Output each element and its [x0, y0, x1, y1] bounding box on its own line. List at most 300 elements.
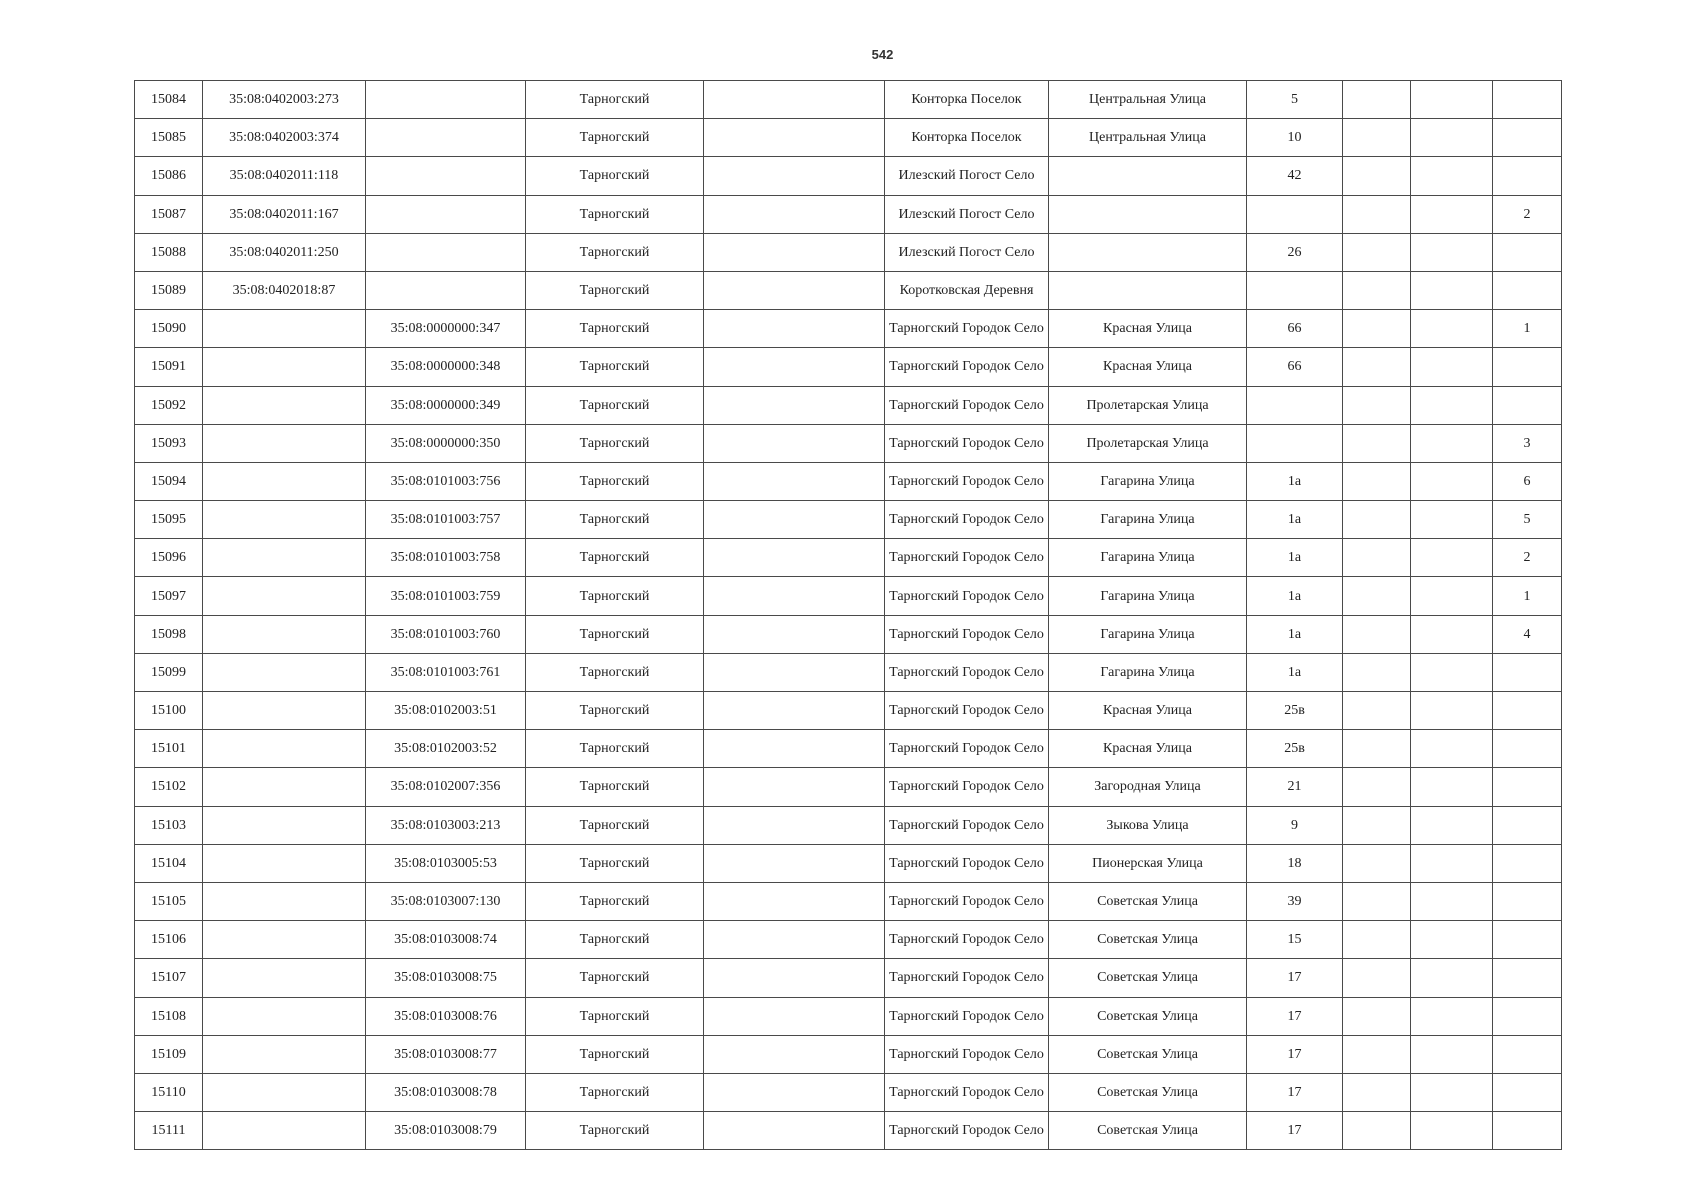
- cadastral-number-cell: [203, 882, 366, 920]
- street-cell: Гагарина Улица: [1049, 501, 1247, 539]
- street-cell: Советская Улица: [1049, 921, 1247, 959]
- record-number-cell: 15103: [135, 806, 203, 844]
- empty-cell: [1343, 539, 1411, 577]
- record-number-cell: 15088: [135, 233, 203, 271]
- table-row: [135, 501, 1562, 539]
- locality-cell: Илезский Погост Село: [885, 157, 1049, 195]
- district-cell: Тарногский: [526, 921, 704, 959]
- street-cell: Советская Улица: [1049, 882, 1247, 920]
- building-cadastral-number-cell: 35:08:0101003:756: [366, 462, 526, 500]
- apartment-cell: 2: [1493, 195, 1562, 233]
- district-cell: Тарногский: [526, 997, 704, 1035]
- empty-cell: [1343, 233, 1411, 271]
- cadastral-number-cell: [203, 997, 366, 1035]
- empty-cell: [1411, 462, 1493, 500]
- district-cell: Тарногский: [526, 882, 704, 920]
- apartment-cell: [1493, 882, 1562, 920]
- empty-cell: [704, 310, 885, 348]
- table-row: [135, 233, 1562, 271]
- house-number-cell: 17: [1247, 1112, 1343, 1150]
- empty-cell: [704, 921, 885, 959]
- house-number-cell: 1а: [1247, 615, 1343, 653]
- record-number-cell: 15109: [135, 1035, 203, 1073]
- building-cadastral-number-cell: 35:08:0103008:74: [366, 921, 526, 959]
- empty-cell: [1411, 577, 1493, 615]
- record-number-cell: 15095: [135, 501, 203, 539]
- record-number-cell: 15089: [135, 271, 203, 309]
- locality-cell: Тарногский Городок Село: [885, 692, 1049, 730]
- building-cadastral-number-cell: 35:08:0101003:757: [366, 501, 526, 539]
- empty-cell: [704, 1035, 885, 1073]
- empty-cell: [1343, 462, 1411, 500]
- record-number-cell: 15092: [135, 386, 203, 424]
- street-cell: Центральная Улица: [1049, 119, 1247, 157]
- building-cadastral-number-cell: [366, 195, 526, 233]
- empty-cell: [704, 501, 885, 539]
- street-cell: Зыкова Улица: [1049, 806, 1247, 844]
- cadastral-number-cell: [203, 462, 366, 500]
- cadastral-number-cell: 35:08:0402018:87: [203, 271, 366, 309]
- table-row: [135, 1073, 1562, 1111]
- street-cell: Пролетарская Улица: [1049, 386, 1247, 424]
- street-cell: Пролетарская Улица: [1049, 424, 1247, 462]
- empty-cell: [1411, 424, 1493, 462]
- locality-cell: Коротковская Деревня: [885, 271, 1049, 309]
- table-row: [135, 844, 1562, 882]
- street-cell: Гагарина Улица: [1049, 615, 1247, 653]
- locality-cell: Тарногский Городок Село: [885, 730, 1049, 768]
- building-cadastral-number-cell: [366, 233, 526, 271]
- building-cadastral-number-cell: 35:08:0000000:347: [366, 310, 526, 348]
- apartment-cell: [1493, 119, 1562, 157]
- locality-cell: Тарногский Городок Село: [885, 462, 1049, 500]
- record-number-cell: 15101: [135, 730, 203, 768]
- empty-cell: [1411, 233, 1493, 271]
- district-cell: Тарногский: [526, 692, 704, 730]
- house-number-cell: 17: [1247, 959, 1343, 997]
- district-cell: Тарногский: [526, 730, 704, 768]
- district-cell: Тарногский: [526, 310, 704, 348]
- apartment-cell: 6: [1493, 462, 1562, 500]
- street-cell: Гагарина Улица: [1049, 577, 1247, 615]
- house-number-cell: 1а: [1247, 501, 1343, 539]
- street-cell: Красная Улица: [1049, 348, 1247, 386]
- locality-cell: Тарногский Городок Село: [885, 997, 1049, 1035]
- table-row: [135, 462, 1562, 500]
- building-cadastral-number-cell: 35:08:0103008:79: [366, 1112, 526, 1150]
- apartment-cell: [1493, 1112, 1562, 1150]
- locality-cell: Тарногский Городок Село: [885, 615, 1049, 653]
- record-number-cell: 15104: [135, 844, 203, 882]
- apartment-cell: [1493, 844, 1562, 882]
- district-cell: Тарногский: [526, 119, 704, 157]
- table-row: [135, 1112, 1562, 1150]
- empty-cell: [1411, 157, 1493, 195]
- building-cadastral-number-cell: 35:08:0102003:52: [366, 730, 526, 768]
- table-row: [135, 195, 1562, 233]
- building-cadastral-number-cell: [366, 81, 526, 119]
- street-cell: Гагарина Улица: [1049, 539, 1247, 577]
- empty-cell: [1343, 348, 1411, 386]
- house-number-cell: 18: [1247, 844, 1343, 882]
- table-row: [135, 806, 1562, 844]
- street-cell: Советская Улица: [1049, 1035, 1247, 1073]
- empty-cell: [1411, 1035, 1493, 1073]
- empty-cell: [1343, 195, 1411, 233]
- empty-cell: [1343, 424, 1411, 462]
- record-number-cell: 15105: [135, 882, 203, 920]
- registry-table: [134, 80, 1562, 1150]
- empty-cell: [1343, 157, 1411, 195]
- empty-cell: [1343, 271, 1411, 309]
- cadastral-number-cell: 35:08:0402011:167: [203, 195, 366, 233]
- empty-cell: [1411, 539, 1493, 577]
- house-number-cell: 17: [1247, 1073, 1343, 1111]
- empty-cell: [704, 1073, 885, 1111]
- house-number-cell: 10: [1247, 119, 1343, 157]
- district-cell: Тарногский: [526, 577, 704, 615]
- cadastral-number-cell: [203, 692, 366, 730]
- street-cell: Советская Улица: [1049, 959, 1247, 997]
- locality-cell: Тарногский Городок Село: [885, 539, 1049, 577]
- house-number-cell: 39: [1247, 882, 1343, 920]
- house-number-cell: 1а: [1247, 462, 1343, 500]
- empty-cell: [704, 806, 885, 844]
- table-row: [135, 1035, 1562, 1073]
- table-row: [135, 271, 1562, 309]
- apartment-cell: [1493, 233, 1562, 271]
- empty-cell: [1343, 959, 1411, 997]
- apartment-cell: 4: [1493, 615, 1562, 653]
- empty-cell: [1343, 81, 1411, 119]
- building-cadastral-number-cell: 35:08:0101003:760: [366, 615, 526, 653]
- house-number-cell: [1247, 424, 1343, 462]
- record-number-cell: 15093: [135, 424, 203, 462]
- empty-cell: [704, 119, 885, 157]
- district-cell: Тарногский: [526, 1035, 704, 1073]
- locality-cell: Тарногский Городок Село: [885, 882, 1049, 920]
- house-number-cell: 42: [1247, 157, 1343, 195]
- street-cell: Советская Улица: [1049, 1112, 1247, 1150]
- house-number-cell: 1а: [1247, 653, 1343, 691]
- cadastral-number-cell: [203, 653, 366, 691]
- empty-cell: [1411, 1112, 1493, 1150]
- record-number-cell: 15108: [135, 997, 203, 1035]
- apartment-cell: 2: [1493, 539, 1562, 577]
- district-cell: Тарногский: [526, 386, 704, 424]
- apartment-cell: [1493, 81, 1562, 119]
- district-cell: Тарногский: [526, 653, 704, 691]
- empty-cell: [704, 730, 885, 768]
- record-number-cell: 15096: [135, 539, 203, 577]
- table-row: [135, 997, 1562, 1035]
- district-cell: Тарногский: [526, 1112, 704, 1150]
- house-number-cell: [1247, 195, 1343, 233]
- cadastral-number-cell: [203, 539, 366, 577]
- building-cadastral-number-cell: 35:08:0000000:348: [366, 348, 526, 386]
- locality-cell: Тарногский Городок Село: [885, 844, 1049, 882]
- empty-cell: [704, 81, 885, 119]
- empty-cell: [704, 233, 885, 271]
- district-cell: Тарногский: [526, 81, 704, 119]
- empty-cell: [1411, 997, 1493, 1035]
- apartment-cell: [1493, 959, 1562, 997]
- cadastral-number-cell: [203, 424, 366, 462]
- street-cell: [1049, 271, 1247, 309]
- district-cell: Тарногский: [526, 844, 704, 882]
- table-row: [135, 768, 1562, 806]
- cadastral-number-cell: [203, 730, 366, 768]
- empty-cell: [1343, 692, 1411, 730]
- district-cell: Тарногский: [526, 195, 704, 233]
- empty-cell: [704, 271, 885, 309]
- empty-cell: [1411, 768, 1493, 806]
- empty-cell: [704, 386, 885, 424]
- empty-cell: [1411, 271, 1493, 309]
- empty-cell: [1411, 730, 1493, 768]
- record-number-cell: 15107: [135, 959, 203, 997]
- house-number-cell: 26: [1247, 233, 1343, 271]
- cadastral-number-cell: [203, 577, 366, 615]
- table-row: [135, 577, 1562, 615]
- building-cadastral-number-cell: 35:08:0103007:130: [366, 882, 526, 920]
- table-row: [135, 615, 1562, 653]
- building-cadastral-number-cell: 35:08:0000000:349: [366, 386, 526, 424]
- empty-cell: [1411, 81, 1493, 119]
- locality-cell: Тарногский Городок Село: [885, 959, 1049, 997]
- record-number-cell: 15097: [135, 577, 203, 615]
- table-row: [135, 310, 1562, 348]
- street-cell: Советская Улица: [1049, 1073, 1247, 1111]
- cadastral-number-cell: [203, 844, 366, 882]
- cadastral-number-cell: [203, 806, 366, 844]
- table-row: [135, 348, 1562, 386]
- table-row: [135, 921, 1562, 959]
- table-row: [135, 386, 1562, 424]
- empty-cell: [704, 539, 885, 577]
- empty-cell: [704, 615, 885, 653]
- district-cell: Тарногский: [526, 424, 704, 462]
- apartment-cell: [1493, 1035, 1562, 1073]
- empty-cell: [704, 348, 885, 386]
- empty-cell: [1411, 119, 1493, 157]
- building-cadastral-number-cell: 35:08:0102007:356: [366, 768, 526, 806]
- record-number-cell: 15091: [135, 348, 203, 386]
- registry-table-body: [135, 81, 1562, 1150]
- locality-cell: Тарногский Городок Село: [885, 1073, 1049, 1111]
- cadastral-number-cell: 35:08:0402011:250: [203, 233, 366, 271]
- locality-cell: Илезский Погост Село: [885, 233, 1049, 271]
- empty-cell: [1343, 653, 1411, 691]
- empty-cell: [704, 462, 885, 500]
- building-cadastral-number-cell: 35:08:0103008:77: [366, 1035, 526, 1073]
- apartment-cell: [1493, 921, 1562, 959]
- empty-cell: [1343, 501, 1411, 539]
- cadastral-number-cell: 35:08:0402003:273: [203, 81, 366, 119]
- cadastral-number-cell: 35:08:0402011:118: [203, 157, 366, 195]
- house-number-cell: [1247, 271, 1343, 309]
- locality-cell: Тарногский Городок Село: [885, 501, 1049, 539]
- cadastral-number-cell: [203, 1073, 366, 1111]
- locality-cell: Конторка Поселок: [885, 119, 1049, 157]
- house-number-cell: 17: [1247, 1035, 1343, 1073]
- cadastral-number-cell: [203, 959, 366, 997]
- building-cadastral-number-cell: 35:08:0103008:75: [366, 959, 526, 997]
- empty-cell: [1343, 615, 1411, 653]
- house-number-cell: 15: [1247, 921, 1343, 959]
- district-cell: Тарногский: [526, 1073, 704, 1111]
- house-number-cell: 5: [1247, 81, 1343, 119]
- empty-cell: [704, 424, 885, 462]
- record-number-cell: 15110: [135, 1073, 203, 1111]
- table-row: [135, 539, 1562, 577]
- record-number-cell: 15111: [135, 1112, 203, 1150]
- empty-cell: [1411, 386, 1493, 424]
- cadastral-number-cell: [203, 501, 366, 539]
- street-cell: [1049, 233, 1247, 271]
- apartment-cell: [1493, 768, 1562, 806]
- table-row: [135, 959, 1562, 997]
- street-cell: [1049, 157, 1247, 195]
- locality-cell: Тарногский Городок Село: [885, 1035, 1049, 1073]
- cadastral-number-cell: [203, 921, 366, 959]
- table-row: [135, 424, 1562, 462]
- locality-cell: Тарногский Городок Село: [885, 386, 1049, 424]
- empty-cell: [704, 157, 885, 195]
- empty-cell: [704, 997, 885, 1035]
- empty-cell: [704, 577, 885, 615]
- district-cell: Тарногский: [526, 768, 704, 806]
- house-number-cell: 25в: [1247, 730, 1343, 768]
- empty-cell: [1411, 348, 1493, 386]
- street-cell: Гагарина Улица: [1049, 462, 1247, 500]
- locality-cell: Тарногский Городок Село: [885, 577, 1049, 615]
- apartment-cell: [1493, 730, 1562, 768]
- locality-cell: Конторка Поселок: [885, 81, 1049, 119]
- cadastral-number-cell: [203, 310, 366, 348]
- district-cell: Тарногский: [526, 806, 704, 844]
- empty-cell: [704, 959, 885, 997]
- empty-cell: [704, 653, 885, 691]
- empty-cell: [704, 882, 885, 920]
- cadastral-number-cell: [203, 1035, 366, 1073]
- cadastral-number-cell: [203, 386, 366, 424]
- house-number-cell: 9: [1247, 806, 1343, 844]
- empty-cell: [704, 195, 885, 233]
- building-cadastral-number-cell: 35:08:0103003:213: [366, 806, 526, 844]
- empty-cell: [1343, 768, 1411, 806]
- building-cadastral-number-cell: 35:08:0102003:51: [366, 692, 526, 730]
- district-cell: Тарногский: [526, 959, 704, 997]
- street-cell: Центральная Улица: [1049, 81, 1247, 119]
- empty-cell: [1343, 997, 1411, 1035]
- house-number-cell: 17: [1247, 997, 1343, 1035]
- apartment-cell: [1493, 653, 1562, 691]
- district-cell: Тарногский: [526, 157, 704, 195]
- street-cell: Красная Улица: [1049, 692, 1247, 730]
- table-row: [135, 730, 1562, 768]
- apartment-cell: [1493, 997, 1562, 1035]
- record-number-cell: 15100: [135, 692, 203, 730]
- building-cadastral-number-cell: 35:08:0103008:78: [366, 1073, 526, 1111]
- empty-cell: [1411, 806, 1493, 844]
- empty-cell: [704, 1112, 885, 1150]
- cadastral-number-cell: [203, 348, 366, 386]
- empty-cell: [1343, 806, 1411, 844]
- apartment-cell: 1: [1493, 310, 1562, 348]
- record-number-cell: 15099: [135, 653, 203, 691]
- street-cell: Загородная Улица: [1049, 768, 1247, 806]
- empty-cell: [1411, 195, 1493, 233]
- empty-cell: [1343, 1112, 1411, 1150]
- cadastral-number-cell: [203, 768, 366, 806]
- empty-cell: [1343, 844, 1411, 882]
- house-number-cell: 1а: [1247, 577, 1343, 615]
- district-cell: Тарногский: [526, 233, 704, 271]
- locality-cell: Тарногский Городок Село: [885, 921, 1049, 959]
- empty-cell: [704, 692, 885, 730]
- district-cell: Тарногский: [526, 615, 704, 653]
- table-row: [135, 119, 1562, 157]
- apartment-cell: [1493, 692, 1562, 730]
- building-cadastral-number-cell: 35:08:0103008:76: [366, 997, 526, 1035]
- table-row: [135, 882, 1562, 920]
- house-number-cell: 21: [1247, 768, 1343, 806]
- street-cell: Красная Улица: [1049, 310, 1247, 348]
- empty-cell: [1411, 615, 1493, 653]
- empty-cell: [1343, 310, 1411, 348]
- record-number-cell: 15094: [135, 462, 203, 500]
- empty-cell: [1411, 921, 1493, 959]
- district-cell: Тарногский: [526, 462, 704, 500]
- building-cadastral-number-cell: [366, 157, 526, 195]
- building-cadastral-number-cell: 35:08:0103005:53: [366, 844, 526, 882]
- empty-cell: [1343, 921, 1411, 959]
- empty-cell: [1411, 959, 1493, 997]
- district-cell: Тарногский: [526, 271, 704, 309]
- empty-cell: [1411, 501, 1493, 539]
- apartment-cell: [1493, 348, 1562, 386]
- district-cell: Тарногский: [526, 348, 704, 386]
- apartment-cell: [1493, 806, 1562, 844]
- locality-cell: Тарногский Городок Село: [885, 653, 1049, 691]
- house-number-cell: 25в: [1247, 692, 1343, 730]
- house-number-cell: 1а: [1247, 539, 1343, 577]
- record-number-cell: 15102: [135, 768, 203, 806]
- record-number-cell: 15085: [135, 119, 203, 157]
- house-number-cell: [1247, 386, 1343, 424]
- apartment-cell: [1493, 157, 1562, 195]
- building-cadastral-number-cell: [366, 119, 526, 157]
- locality-cell: Тарногский Городок Село: [885, 348, 1049, 386]
- empty-cell: [1411, 692, 1493, 730]
- street-cell: Советская Улица: [1049, 997, 1247, 1035]
- locality-cell: Тарногский Городок Село: [885, 424, 1049, 462]
- street-cell: Красная Улица: [1049, 730, 1247, 768]
- house-number-cell: 66: [1247, 348, 1343, 386]
- street-cell: Пионерская Улица: [1049, 844, 1247, 882]
- locality-cell: Тарногский Городок Село: [885, 806, 1049, 844]
- apartment-cell: 1: [1493, 577, 1562, 615]
- record-number-cell: 15090: [135, 310, 203, 348]
- table-row: [135, 692, 1562, 730]
- apartment-cell: [1493, 1073, 1562, 1111]
- table-row: [135, 157, 1562, 195]
- record-number-cell: 15084: [135, 81, 203, 119]
- record-number-cell: 15098: [135, 615, 203, 653]
- record-number-cell: 15086: [135, 157, 203, 195]
- building-cadastral-number-cell: 35:08:0101003:759: [366, 577, 526, 615]
